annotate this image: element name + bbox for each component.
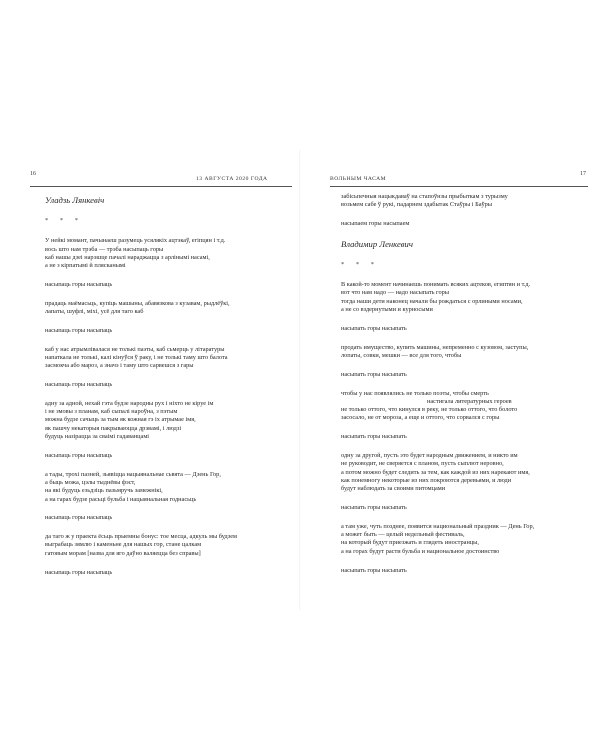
stanza (45, 300, 295, 317)
right-stars: * * * (341, 260, 379, 268)
refrain (341, 325, 593, 333)
verse-line: каб у нас атрымлівалася не толькі паэты, каб сьмерць у літаратуры (45, 345, 225, 353)
verse-line: забісьпечныя нацыкдаваў на стапоўнзы прыбыткам з турызму (341, 193, 508, 200)
stanza (45, 471, 295, 504)
verse-line: лапаты, шуфлі, міхі, усё для таго каб (45, 308, 144, 316)
verse-line: а не со вздернутыми и курносыми (341, 306, 433, 314)
refrain (45, 381, 295, 389)
verse-line: В какой-то момент начинаешь понимать всяких ацтеков, египтян и т.д. (341, 281, 531, 289)
right-poem (341, 193, 593, 575)
verse-line: вот что нам надо — надо насыпать горы (341, 289, 449, 297)
verse-line: насыпаем горы насыпаем (341, 220, 410, 228)
verse-line: будуць назірацца за сваімі гадаванцамі (45, 433, 150, 441)
left-stars: * * * (45, 217, 83, 224)
verse-line: насыпаць горы насыпаць (45, 326, 113, 334)
stanza (341, 193, 593, 210)
stanza (341, 452, 593, 493)
right-header-rule (330, 186, 588, 187)
verse-line: а быць можа, цэлы тыднёвы фэст, (45, 478, 136, 486)
verse-line: адну за адной, нехай гэта будзе народны рух і ніхто не кіруе ім (45, 399, 214, 407)
verse-line: продать имущество, купить машины, непременно с кузовом, заступы, (341, 343, 529, 351)
left-poem (45, 195, 295, 577)
verse-line: настигала литературных героев (427, 397, 512, 405)
right-stanzas (341, 281, 593, 575)
verse-line: вось што нам трэба — трэба насыпаць горы (45, 245, 164, 253)
refrain (341, 371, 593, 379)
verse-line: а потом можно будет следить за тем, как каждой из них нарекают имя, (341, 468, 530, 476)
right-author: Владимир Ленкевич (341, 238, 413, 249)
refrain (45, 327, 295, 335)
verse-line: возьмем сабе ў рукі, падарнем здабытак Стаўры і Баўры (341, 201, 493, 209)
left-stanzas (45, 237, 295, 577)
verse-line: насыпаць горы насыпаць (45, 280, 113, 288)
verse-line: тогда наши дети наконец начали бы рождаться с орлиными носами, (341, 297, 523, 305)
verse-line: У нейкі момант, пачынаеш разумець усялякіх ацтэкаў, егіпцян і т.д. (45, 237, 226, 245)
stanza (341, 344, 593, 361)
verse-line: гатовым морам [назва для яго даўно валяецца без справы] (45, 549, 201, 557)
verse-line: а на горах будут расти бульба и национальное достоинство (341, 547, 500, 555)
verse-line: насыпаць горы насыпаць (45, 381, 113, 389)
verse-line: засосало, не от мороза, а еще и оттого, что сорвался с горы (341, 414, 500, 422)
verse-line: напаткала не толькі, калі кінуўся ў раку, і не толькі таму што балота (45, 353, 228, 361)
verse-line: а там уже, чуть позднее, появится национальный праздник — День Гор, (341, 522, 535, 530)
verse-line: засмокча або мароз, а значэ і таму што сарвешся з гары (45, 362, 194, 370)
refrain (341, 567, 593, 575)
verse-line: да таго ж у праекта ёсьць прыемны бонус: тое месца, адкуль мы будзем (45, 533, 238, 541)
stanza (341, 523, 593, 556)
verse-line: насыпать горы насыпать (341, 566, 407, 574)
right-carryover-stanzas (341, 193, 593, 228)
verse-line: насыпать горы насыпать (341, 370, 407, 378)
verse-line: чтобы у нас появлялись не только поэты, чтобы смерть (341, 389, 489, 397)
left-header-rule (30, 186, 292, 187)
verse-line: а не з кірпатымі й плясканымі (45, 262, 126, 270)
verse-line: лопаты, совки, мешки — все для того, чтобы (341, 351, 462, 359)
left-page-number: 16 (30, 171, 36, 177)
stanza (341, 281, 593, 314)
verse-line: одну за другой, пусть это будет народным движением, и никто им (341, 452, 518, 460)
verse-line: насыпаць горы насыпаць (45, 568, 113, 576)
stanza (45, 400, 295, 441)
verse-line: как понемногу некоторые из них покроются деревьями, и люди (341, 476, 512, 484)
right-page (300, 0, 600, 750)
verse-line: як пашчу некаторыя пакрываюцца дрэвамі, і людзі (45, 424, 182, 432)
left-running-head: 13 АВГУСТА 2020 ГОДА (196, 176, 268, 182)
verse-line: насыпаць горы насыпаць (45, 451, 113, 459)
verse-line: і не змовы з планам, каб сыпалі нароўна, з пэтым (45, 408, 178, 416)
refrain (341, 220, 593, 228)
verse-line: каб нашы дзеі нарэшце пачалі нараджацца з арлінымі насамі, (45, 253, 210, 261)
verse-line: на который будут приезжать и глядеть иностранцы, (341, 539, 479, 547)
verse-line: насыпаць горы насыпаць (45, 514, 113, 522)
verse-line: будут наблюдать за своими питомцами (341, 485, 446, 493)
right-page-number: 17 (580, 171, 586, 177)
verse-line: а может быть — целый недельный фестиваль, (341, 531, 465, 539)
refrain (341, 504, 593, 512)
refrain (45, 569, 295, 577)
verse-line: насыпать горы насыпать (341, 433, 407, 441)
refrain (45, 281, 295, 289)
left-author: Уладзь Лянкевіч (45, 195, 105, 205)
verse-line: а тады, трохі пазней, зьявіцца нацыянальнае сьвята — Дзень Гор, (45, 470, 221, 478)
stanza (341, 390, 593, 423)
stanza (45, 533, 295, 558)
stanza (45, 346, 295, 371)
verse-line: выграбаць зямлю і каменьне для нашых гор, стане цалкам (45, 541, 202, 549)
verse-line: насыпать горы насыпать (341, 504, 407, 512)
verse-line: насыпать горы насыпать (341, 324, 407, 332)
verse-line: на які будуць езьдзіць пазьмручь замежнікі, (45, 487, 163, 495)
right-running-head: ВОЛЬНЫМ ЧАСАМ (330, 176, 387, 182)
verse-line: прадаць маёмасьць, купіць машыны, абавязкова з кузавам, рыдлёўкі, (45, 299, 230, 307)
stanza (45, 237, 295, 270)
verse-line: можна будзе сачыць за тым як кожная гэ іх атрымае імя, (45, 416, 196, 424)
verse-line: не руководит, не сверяется с планом, пусть сыплют неровно, (341, 460, 504, 468)
verse-line: не только оттого, что кинулся в реку, не только оттого, что болото (341, 406, 518, 414)
refrain (45, 452, 295, 460)
refrain (341, 433, 593, 441)
refrain (45, 514, 295, 522)
verse-line: а на гарах будзе расьці бульба і нацыянальная годнасьць (45, 495, 197, 503)
